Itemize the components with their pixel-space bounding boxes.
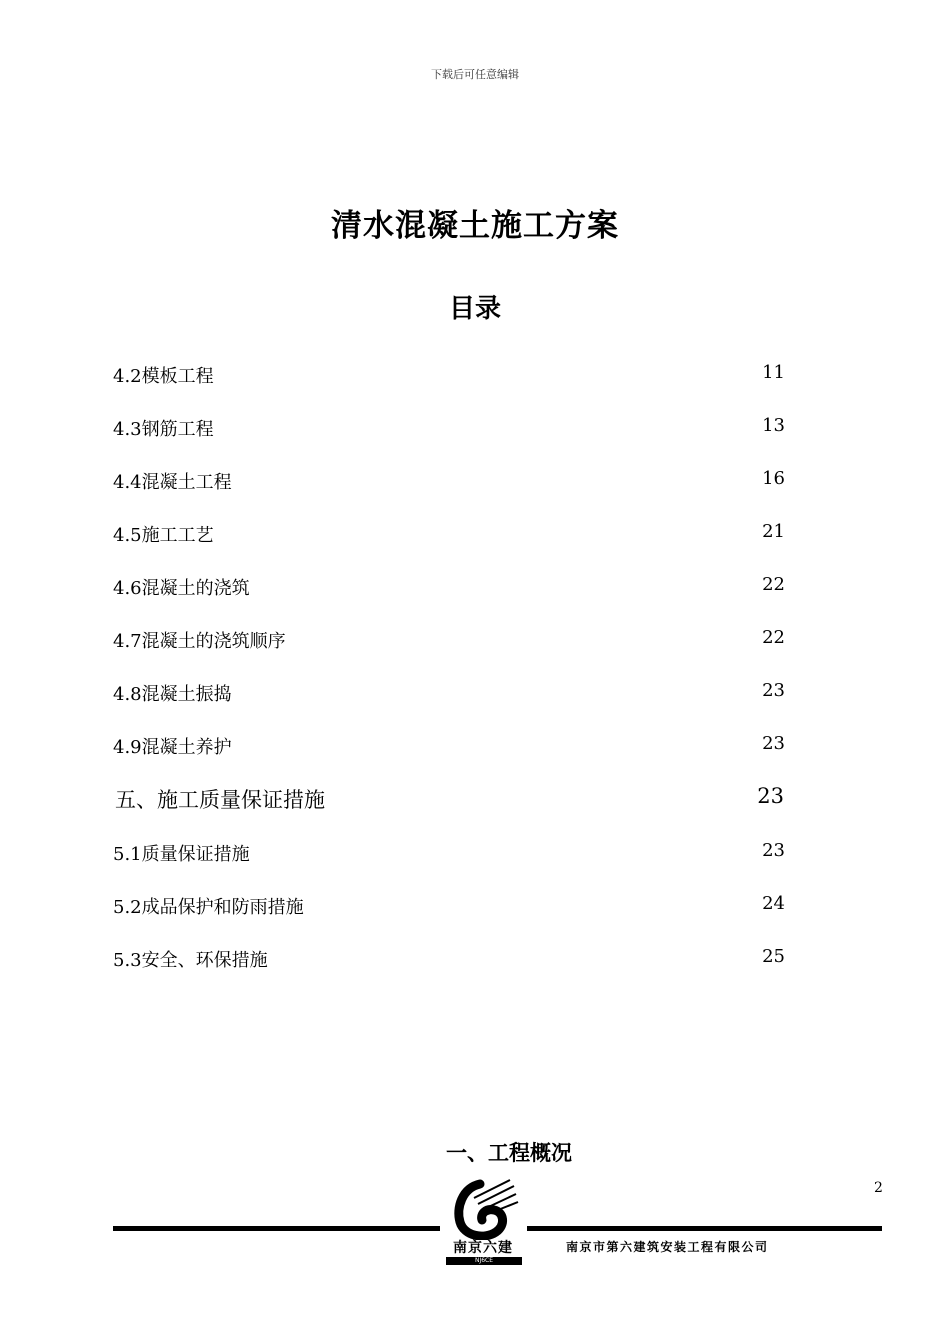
toc-entry-page: 23 [762, 840, 785, 861]
toc-entry-label: 4.6混凝土的浇筑 [113, 578, 250, 599]
toc-entry-label: 5.3安全、环保措施 [113, 950, 268, 971]
logo-text: 南京六建 [444, 1240, 522, 1257]
toc-entry-page: 23 [762, 680, 785, 701]
toc-entry[interactable] [113, 415, 785, 445]
toc-entry-page: 13 [762, 415, 785, 436]
toc-entry-label: 4.4混凝土工程 [113, 472, 232, 493]
toc-entry-label: 4.7混凝土的浇筑顺序 [113, 631, 286, 652]
toc-entry-page: 22 [762, 627, 785, 648]
toc-entry[interactable] [113, 468, 785, 498]
toc-entry[interactable] [113, 840, 785, 870]
toc-entry-label: 4.2模板工程 [113, 366, 214, 387]
company-name: 南京市第六建筑安装工程有限公司 [566, 1240, 769, 1254]
toc-entry-label: 5.1质量保证措施 [113, 844, 250, 865]
toc-entry-page: 25 [762, 946, 785, 967]
section-heading: 一、工程概况 [446, 1141, 572, 1165]
toc-entry[interactable] [113, 680, 785, 710]
page-number: 2 [874, 1180, 883, 1196]
logo-subtext: NJ6CE [446, 1257, 522, 1265]
toc-entry-chapter[interactable] [113, 784, 785, 814]
toc-entry-label: 4.9混凝土养护 [113, 737, 232, 758]
toc-entry-label: 4.3钢筋工程 [113, 419, 214, 440]
toc-entry-page: 21 [762, 521, 785, 542]
toc-entry-page: 23 [757, 784, 784, 808]
toc-title: 目录 [448, 294, 501, 324]
footer-rule-left [113, 1226, 440, 1231]
footer-rule-right [527, 1226, 882, 1231]
toc-entry[interactable] [113, 627, 785, 657]
toc-entry-label: 4.8混凝土振捣 [113, 684, 232, 705]
toc-entry[interactable] [113, 521, 785, 551]
toc-entry-page: 23 [762, 733, 785, 754]
toc-entry-label: 4.5施工工艺 [113, 525, 214, 546]
toc-entry-page: 11 [762, 362, 785, 383]
toc-entry[interactable] [113, 893, 785, 923]
toc-entry-page: 24 [762, 893, 785, 914]
toc-entry-label: 5.2成品保护和防雨措施 [113, 897, 304, 918]
document-title: 清水混凝土施工方案 [331, 208, 619, 244]
toc-entry-page: 16 [762, 468, 785, 489]
toc-entry[interactable] [113, 362, 785, 392]
toc-entry[interactable] [113, 946, 785, 976]
toc-entry-page: 22 [762, 574, 785, 595]
toc-entry-label: 五、施工质量保证措施 [115, 788, 325, 812]
toc-entry[interactable] [113, 733, 785, 763]
toc-entry[interactable] [113, 574, 785, 604]
header-note: 下载后可任意编辑 [431, 68, 519, 81]
